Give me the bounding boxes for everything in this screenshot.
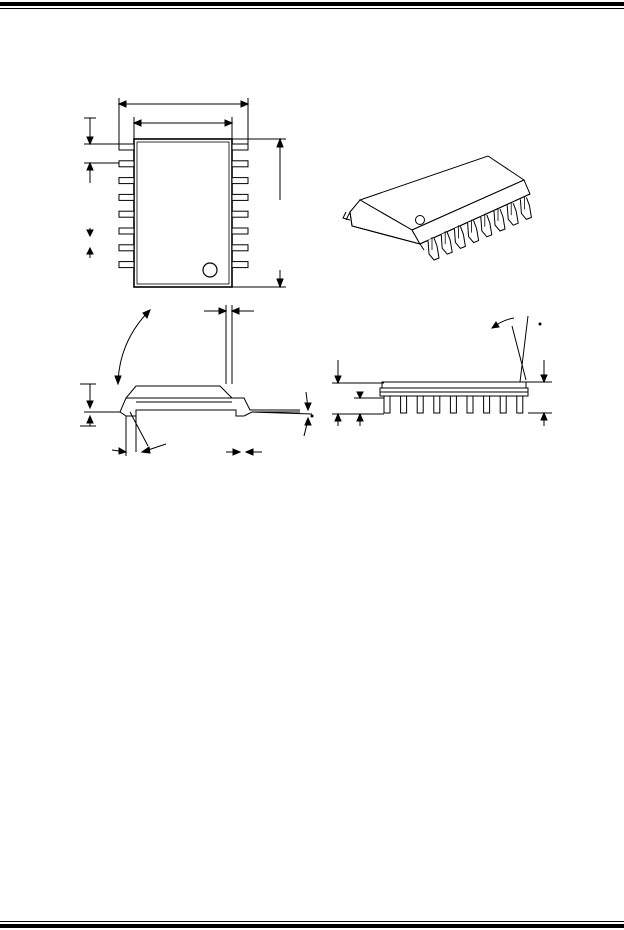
lead-right bbox=[232, 211, 248, 217]
arrowhead bbox=[225, 120, 232, 126]
left-leads bbox=[119, 144, 134, 268]
end-view bbox=[332, 316, 552, 426]
isometric-view bbox=[343, 156, 531, 260]
lead-left bbox=[119, 211, 134, 217]
iso-lead bbox=[454, 226, 465, 248]
arrowhead bbox=[233, 449, 240, 455]
lead-left bbox=[119, 194, 134, 200]
arrowhead bbox=[335, 414, 341, 421]
arrowhead bbox=[115, 376, 121, 384]
lead-left bbox=[119, 262, 134, 268]
arrowhead bbox=[492, 322, 499, 328]
arrowhead bbox=[277, 279, 283, 287]
lead-right bbox=[232, 194, 248, 200]
arrowhead bbox=[87, 163, 93, 170]
top-view bbox=[84, 98, 286, 287]
lead-right bbox=[232, 161, 248, 167]
end-lead bbox=[417, 396, 423, 413]
end-lead bbox=[517, 396, 523, 413]
dim-foot-angle bbox=[130, 412, 148, 446]
arrowhead bbox=[335, 376, 341, 383]
iso-lead bbox=[494, 209, 505, 231]
lead-right bbox=[232, 178, 248, 184]
lead-left bbox=[119, 178, 134, 184]
arrowhead bbox=[357, 392, 363, 398]
iso-pin1-marker-icon bbox=[416, 216, 425, 225]
end-view-leads bbox=[384, 396, 523, 413]
side-view bbox=[80, 305, 313, 456]
arrowhead bbox=[134, 120, 141, 126]
end-lead bbox=[450, 396, 456, 413]
arrowhead bbox=[87, 401, 93, 408]
arrowhead bbox=[219, 308, 226, 314]
arrowhead bbox=[305, 403, 311, 410]
right-leads bbox=[232, 144, 248, 268]
lead-left bbox=[119, 245, 134, 251]
arrowhead bbox=[246, 449, 253, 455]
arrowhead bbox=[305, 418, 311, 425]
iso-lead bbox=[520, 197, 531, 219]
end-lead bbox=[484, 396, 490, 413]
arrowhead bbox=[142, 447, 150, 453]
arrowhead bbox=[87, 137, 93, 144]
angle-arc bbox=[118, 310, 150, 382]
lead-left bbox=[119, 228, 134, 234]
lead-right bbox=[232, 144, 248, 150]
arrowhead bbox=[232, 308, 239, 314]
iso-lead bbox=[507, 203, 518, 225]
package-body-top bbox=[134, 139, 232, 287]
end-lead bbox=[434, 396, 440, 413]
lead-right bbox=[232, 228, 248, 234]
arrowhead bbox=[541, 375, 547, 382]
lead-right bbox=[232, 262, 248, 268]
iso-lead bbox=[441, 232, 452, 254]
end-lead bbox=[384, 396, 390, 413]
end-lead bbox=[500, 396, 506, 413]
iso-lead bbox=[481, 215, 492, 237]
iso-base-edge bbox=[420, 244, 424, 250]
arrowhead bbox=[541, 413, 547, 420]
iso-lead bbox=[468, 221, 479, 243]
point-marker bbox=[539, 323, 541, 325]
end-lead bbox=[401, 396, 407, 413]
arrowhead bbox=[87, 248, 93, 254]
arrowhead bbox=[277, 139, 283, 147]
arrowhead bbox=[119, 448, 126, 454]
point-marker bbox=[311, 415, 313, 417]
end-lead bbox=[467, 396, 473, 413]
end-view-body-top bbox=[382, 382, 526, 388]
arrowhead bbox=[357, 414, 363, 421]
lead-right bbox=[232, 245, 248, 251]
arrowhead bbox=[241, 101, 248, 107]
arrowhead bbox=[87, 230, 93, 236]
arrowhead bbox=[87, 416, 93, 423]
lead-left bbox=[119, 161, 134, 167]
iso-lead bbox=[428, 238, 439, 260]
lead-left bbox=[119, 144, 134, 150]
arrowhead bbox=[119, 101, 126, 107]
